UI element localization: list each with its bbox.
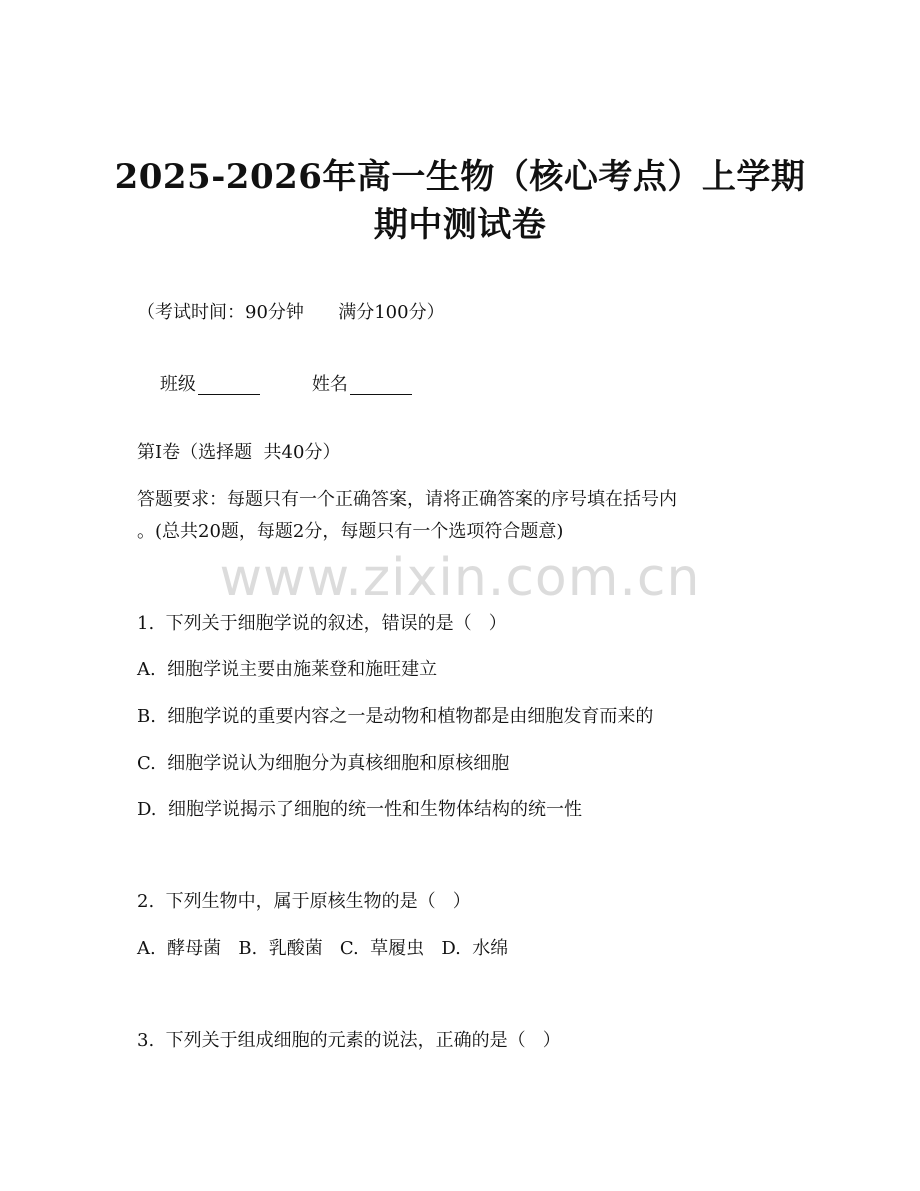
question-2-stem: 2. 下列生物中，属于原核生物的是（ ）: [137, 891, 471, 912]
question-1-option-d: D. 细胞学说揭示了细胞的统一性和生物体结构的统一性: [137, 799, 582, 820]
student-info-row: [137, 352, 412, 417]
name-label: 姓名: [311, 373, 348, 395]
document-title-line-1: 2025-2026年高一生物（核心考点）上学期: [114, 157, 806, 197]
watermark-text: www.zixin.com.cn: [219, 548, 701, 608]
document-title-line-2: 期中测试卷: [373, 205, 547, 245]
question-1-option-c: C. 细胞学说认为细胞分为真核细胞和原核细胞: [137, 753, 510, 774]
exam-info: （考试时间：90分钟 满分100分）: [137, 302, 445, 323]
question-1-option-a: A. 细胞学说主要由施莱登和施旺建立: [137, 659, 438, 680]
instruction-line-2: 。(总共20题，每题2分，每题只有一个选项符合题意): [137, 521, 564, 542]
section-heading: 第Ⅰ卷（选择题 共40分）: [137, 442, 341, 463]
name-blank[interactable]: [350, 376, 412, 395]
class-label: 班级: [159, 373, 196, 395]
question-3-stem: 3. 下列关于组成细胞的元素的说法，正确的是（ ）: [137, 1030, 561, 1051]
class-blank[interactable]: [198, 376, 260, 395]
question-2-options: A. 酵母菌 B. 乳酸菌 C. 草履虫 D. 水绵: [137, 938, 509, 959]
question-1-stem: 1. 下列关于细胞学说的叙述，错误的是（ ）: [137, 613, 507, 634]
question-1-option-b: B. 细胞学说的重要内容之一是动物和植物都是由细胞发育而来的: [137, 706, 654, 727]
instruction-line-1: 答题要求：每题只有一个正确答案，请将正确答案的序号填在括号内: [137, 489, 677, 510]
